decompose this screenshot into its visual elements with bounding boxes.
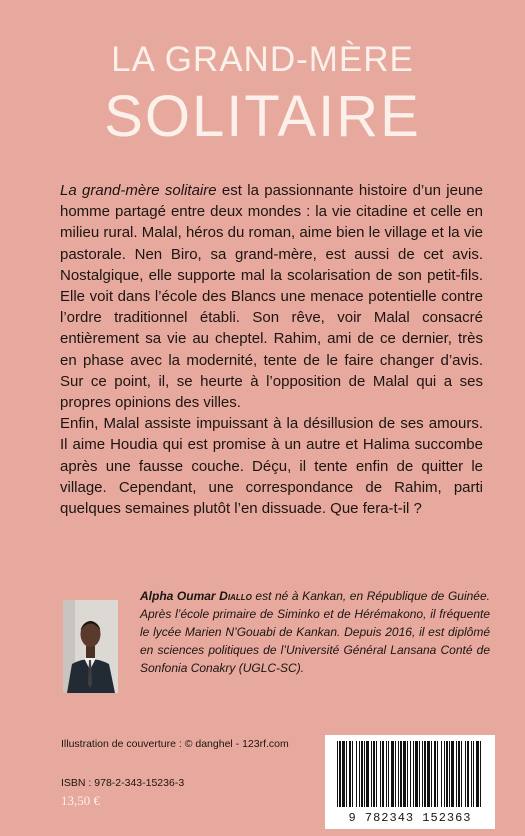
barcode-bar	[359, 741, 360, 807]
barcode-bar	[456, 741, 457, 807]
barcode-bar	[465, 741, 466, 807]
barcode-bar	[422, 741, 423, 807]
isbn: ISBN : 978-2-343-15236-3	[61, 777, 185, 789]
barcode-bar	[446, 741, 448, 807]
barcode-bar	[342, 741, 345, 807]
barcode-bar	[356, 741, 357, 807]
barcode-bar	[476, 741, 479, 807]
barcode-bar	[444, 741, 445, 807]
barcode-bar	[424, 741, 426, 807]
barcode-bar	[427, 741, 430, 807]
barcode-digits: 9 782343 152363	[348, 811, 472, 825]
barcode-bar	[366, 741, 369, 807]
barcode-bar	[451, 741, 454, 807]
barcode-bar	[431, 741, 432, 807]
barcode-bar	[349, 741, 351, 807]
barcode-bar	[382, 741, 384, 807]
barcode-bar	[480, 741, 481, 807]
barcode-bar	[364, 741, 365, 807]
barcode-bar	[473, 741, 474, 807]
barcode-bar	[361, 741, 363, 807]
barcode-bar	[337, 741, 338, 807]
barcode-bar	[449, 741, 450, 807]
barcode-bar	[391, 741, 394, 807]
author-bio	[140, 587, 490, 677]
author-surname: Diallo	[219, 589, 252, 603]
barcode-bar	[413, 741, 414, 807]
barcode-bar	[467, 741, 469, 807]
barcode-bar	[407, 741, 408, 807]
barcode	[325, 735, 495, 829]
barcode-bars	[335, 741, 485, 807]
synopsis-paragraph-1	[60, 180, 483, 413]
author-photo	[63, 600, 118, 693]
synopsis-text-1: est la passionnante histoire d’un jeune homme partagé entre deux mondes : la vie citadine et celle en milieu rural. Malal, héros du roman, aime bien le village et la vie pastorale. Nen Biro, sa grand-mère, est aussi de cet avis. Nostalgique, elle supporte mal la scolarisation de son petit-fils. Elle voit dans l’école des Blancs une menace potentielle contre l’ordre traditionnel établi. Son rêve, voir Malal consacré entièrement sa vie au cheptel. Rahim, ami de ce dernier, très en phase avec la modernité, tente de le faire changer d’avis. Sur ce point, il, se heurte à l’opposition de Malal qui a ses propres opinions des villes.	[60, 182, 483, 412]
barcode-bar	[373, 741, 375, 807]
barcode-bar	[437, 741, 438, 807]
synopsis	[60, 180, 483, 519]
barcode-bar	[380, 741, 381, 807]
barcode-bar	[398, 741, 399, 807]
barcode-bar	[388, 741, 389, 807]
price: 13,50 €	[61, 793, 100, 808]
barcode-bar	[339, 741, 341, 807]
barcode-bar	[400, 741, 402, 807]
book-title-line2: SOLITAIRE	[104, 84, 421, 149]
barcode-bar	[419, 741, 420, 807]
barcode-bar	[395, 741, 396, 807]
book-title-line1: LA GRAND-MÈRE	[111, 40, 414, 79]
barcode-bar	[403, 741, 406, 807]
barcode-bar	[471, 741, 472, 807]
barcode-bar	[386, 741, 387, 807]
barcode-bar	[441, 741, 442, 807]
barcode-bar	[346, 741, 347, 807]
barcode-bar	[458, 741, 460, 807]
synopsis-paragraph-2: Enfin, Malal assiste impuissant à la désillusion de ses amours. Il aime Houdia qui est promise à un autre et Halima succombe après une fausse couche. Déçu, il tente enfin de quitter le village. Cependant, une correspondance de Rahim, parti quelques semaines plutôt l’en dissuade. Que fera-t-il ?	[60, 415, 483, 518]
barcode-bar	[415, 741, 418, 807]
author-first-names: Alpha Oumar	[140, 589, 216, 603]
illustration-credit: Illustration de couverture : © danghel - 123rf.com	[61, 738, 289, 750]
barcode-bar	[376, 741, 377, 807]
barcode-bar	[461, 741, 462, 807]
barcode-bar	[434, 741, 436, 807]
barcode-bar	[371, 741, 372, 807]
barcode-bar	[410, 741, 411, 807]
barcode-bar	[352, 741, 353, 807]
synopsis-title-italic: La grand-mère solitaire	[60, 182, 217, 199]
author-bio-text: est né à Kankan, en République de Guinée. Après l’école primaire de Siminko et de Hérémakono, il fréquente le lycée Marien N’Gouabi de Kankan. Depuis 2016, il est diplômé en sciences politiques de l’Université Général Lansana Conté de Sonfonia Conakry (UGLC-SC).	[140, 589, 490, 675]
author-portrait-image	[63, 600, 118, 693]
